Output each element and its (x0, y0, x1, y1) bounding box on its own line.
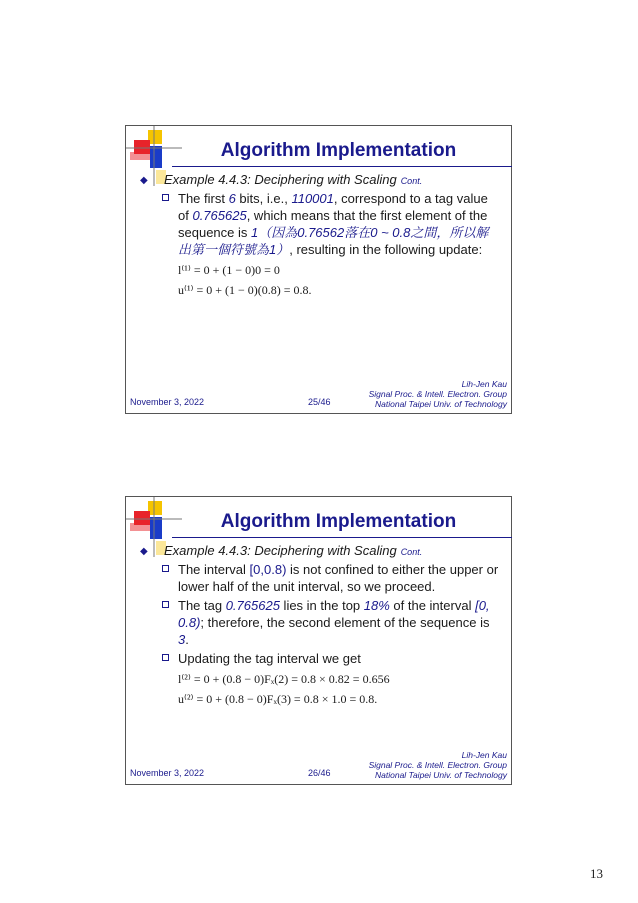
text: is not confined to either the upper or lower half of the unit interval, so we proceed. (178, 562, 499, 594)
square-bullet-icon (162, 654, 169, 661)
footer-page: 25/46 (308, 397, 331, 407)
title-divider (172, 537, 512, 538)
text: ; therefore, the second element of the sequence is (200, 615, 490, 630)
text: of the interval (389, 598, 476, 613)
title-divider (172, 166, 512, 167)
equation-upper: u⁽¹⁾ = 0 + (1 − 0)(0.8) = 0.8. (178, 283, 312, 297)
highlight: [0,0.8) (249, 562, 287, 577)
highlight: 0.765625 (192, 208, 247, 223)
footer-affiliation (369, 750, 507, 780)
group: Signal Proc. & Intell. Electron. Group (368, 760, 507, 770)
page-number: 13 (590, 866, 603, 881)
text: Updating the tag interval we get (178, 651, 361, 666)
equation-lower: l⁽¹⁾ = 0 + (1 − 0)0 = 0 (178, 263, 280, 277)
text: The interval (178, 562, 250, 577)
square-bullet-icon (162, 194, 169, 201)
sub-bullet (140, 561, 501, 595)
footer-date: November 3, 2022 (130, 768, 205, 778)
cont-label: Cont. (400, 547, 423, 557)
square-bullet-icon (162, 601, 169, 608)
text: , resulting in the following update: (289, 242, 483, 257)
equation-upper: u⁽²⁾ = 0 + (0.8 − 0)Fₓ(3) = 0.8 × 1.0 = 0.8. (178, 692, 378, 706)
text: . (185, 632, 189, 647)
example-desc: : Deciphering with Scaling (247, 172, 397, 187)
text: The first (178, 191, 229, 206)
author: Lih-Jen Kau (461, 750, 507, 760)
university: National Taipei Univ. of Technology (375, 399, 507, 409)
slide-title: Algorithm Implementation (220, 511, 457, 532)
example-desc: : Deciphering with Scaling (247, 543, 397, 558)
bullet-main (140, 543, 501, 558)
example-label: Example 4.4.3 (164, 172, 248, 187)
university: National Taipei Univ. of Technology (375, 770, 507, 780)
text: bits, i.e., (235, 191, 292, 206)
footer-page: 26/46 (308, 768, 331, 778)
highlight: 6 (228, 191, 236, 206)
slide-content (140, 543, 501, 709)
equation-lower: l⁽²⁾ = 0 + (0.8 − 0)Fₓ(2) = 0.8 × 0.82 = 0.656 (178, 672, 390, 686)
square-bullet-icon (162, 565, 169, 572)
bullet-main (140, 172, 501, 187)
slide-26 (125, 496, 512, 785)
example-label: Example 4.4.3 (164, 543, 248, 558)
footer-affiliation (369, 379, 507, 409)
diamond-bullet-icon: ◆ (140, 546, 148, 557)
slide-content (140, 172, 501, 300)
slide-title: Algorithm Implementation (220, 140, 457, 161)
slide-25 (125, 125, 512, 414)
text: The tag (178, 598, 226, 613)
highlight: 3 (178, 632, 186, 647)
sub-bullet (140, 190, 501, 258)
footer-date: November 3, 2022 (130, 397, 205, 407)
author: Lih-Jen Kau (461, 379, 507, 389)
group: Signal Proc. & Intell. Electron. Group (368, 389, 507, 399)
sub-bullet (140, 650, 501, 667)
diamond-bullet-icon: ◆ (140, 175, 148, 186)
text: lies in the top (279, 598, 364, 613)
text: , correspond to a tag value of (178, 191, 488, 223)
highlight: 1（因為0.76562落在0 ~ 0.8之間，所以解出第一個符號為1） (178, 225, 489, 257)
text: , which means that the first element of the sequence is (178, 208, 488, 240)
cont-label: Cont. (400, 176, 423, 186)
highlight: 0.765625 (225, 598, 280, 613)
highlight: 18% (363, 598, 390, 613)
highlight: 110001 (291, 191, 334, 206)
sub-bullet (140, 597, 501, 648)
highlight: [0, 0.8) (178, 598, 490, 630)
